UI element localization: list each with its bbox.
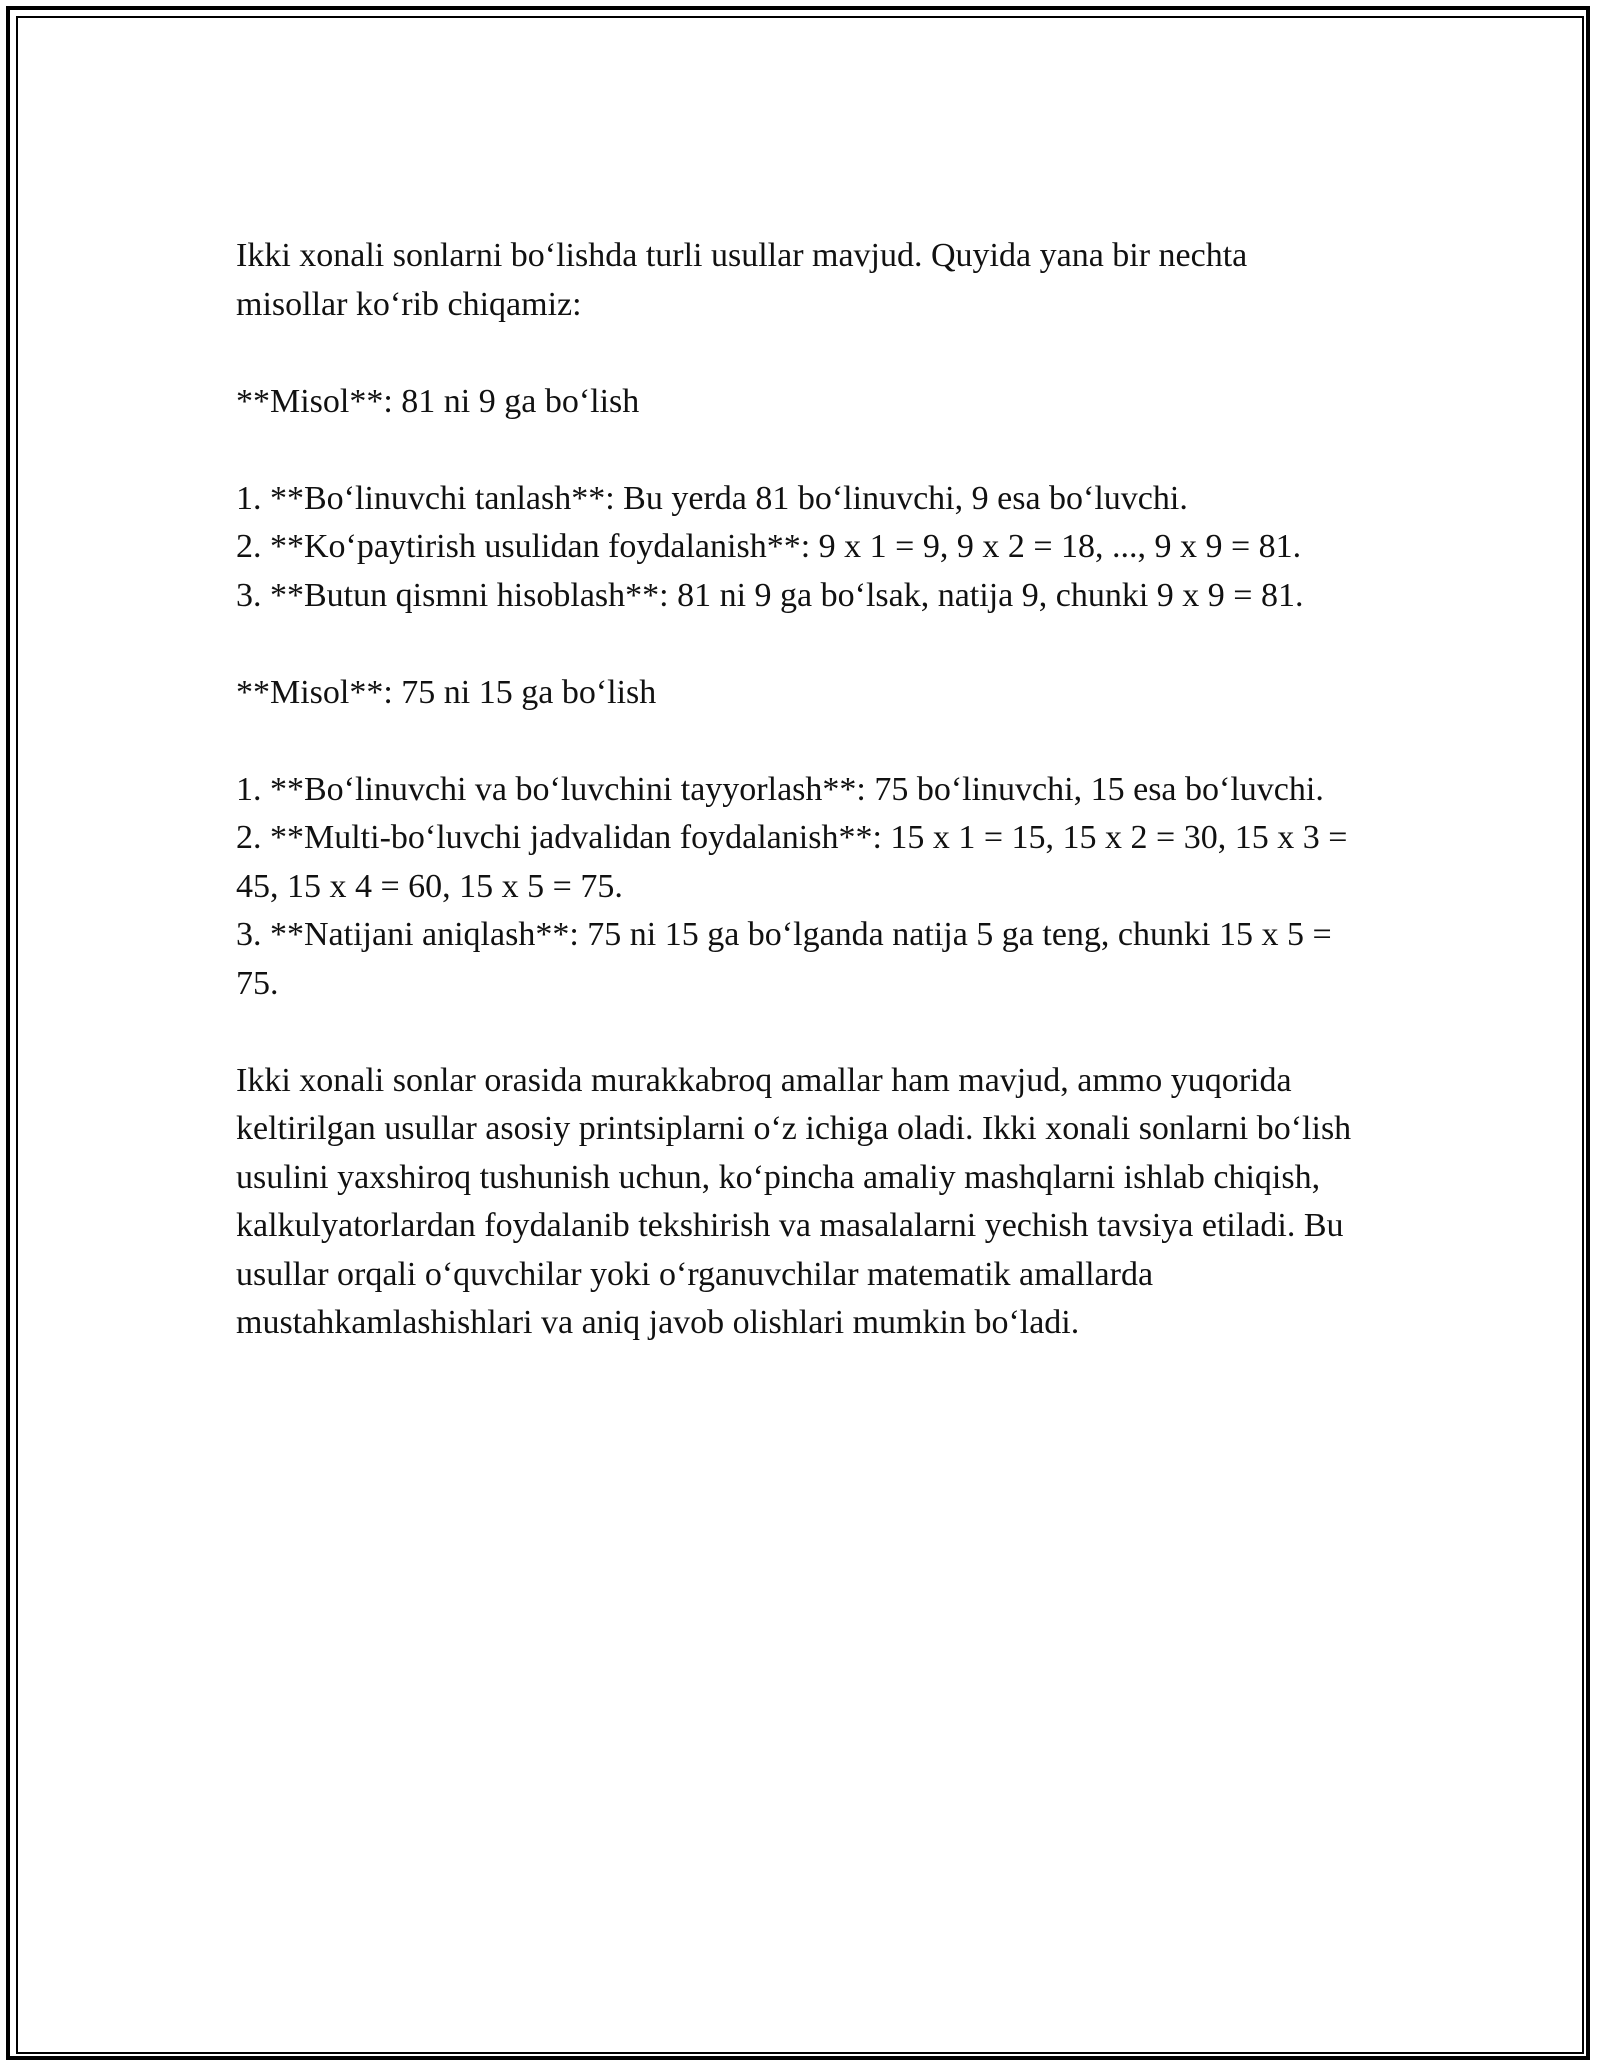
document-body: [236, 232, 1366, 1396]
example-1-step-3: 3. **Butun qismni hisoblash**: 81 ni 9 ga bo‘lsak, natija 9, chunki 9 x 9 = 81.: [236, 576, 1304, 614]
example-2-heading: **Misol**: 75 ni 15 ga bo‘lish: [236, 673, 657, 711]
example-2-step-3: 3. **Natijani aniqlash**: 75 ni 15 ga bo‘lganda natija 5 ga teng, chunki 15 x 5 = 75.: [236, 916, 1332, 1002]
example-1-step-2: 2. **Ko‘paytirish usulidan foydalanish**: 9 x 1 = 9, 9 x 2 = 18, ..., 9 x 9 = 81.: [236, 528, 1302, 565]
intro-paragraph: Ikki xonali sonlarni bo‘lishda turli usullar mavjud. Quyida yana bir nechta misollar ko‘rib chiqamiz:: [236, 237, 1248, 323]
conclusion-paragraph: Ikki xonali sonlar orasida murakkabroq amallar ham mavjud, ammo yuqorida keltirilgan usullar asosiy printsiplarni o‘z ichiga oladi. Ikki xonali sonlarni bo‘lish usulini yaxshiroq tushunish uchun, ko‘pincha amaliy mashqlarni ishlab chiqish, kalkulyatorlardan foydalanib tekshirish va masalalarni yechish tavsiya etiladi. Bu usullar orqali o‘quvchilar yoki o‘rganuvchilar matematik amallarda mustahkamlashishlari va aniq javob olishlari mumkin bo‘ladi.: [236, 1061, 1352, 1341]
example-1-step-1: 1. **Bo‘linuvchi tanlash**: Bu yerda 81 bo‘linuvchi, 9 esa bo‘luvchi.: [236, 479, 1188, 517]
example-2-step-1: 1. **Bo‘linuvchi va bo‘luvchini tayyorlash**: 75 bo‘linuvchi, 15 esa bo‘luvchi.: [236, 770, 1324, 808]
example-2-step-2: 2. **Multi-bo‘luvchi jadvalidan foydalanish**: 15 x 1 = 15, 15 x 2 = 30, 15 x 3 = 45, 15 x 4 = 60, 15 x 5 = 75.: [236, 819, 1348, 905]
example-1-heading: **Misol**: 81 ni 9 ga bo‘lish: [236, 382, 640, 420]
